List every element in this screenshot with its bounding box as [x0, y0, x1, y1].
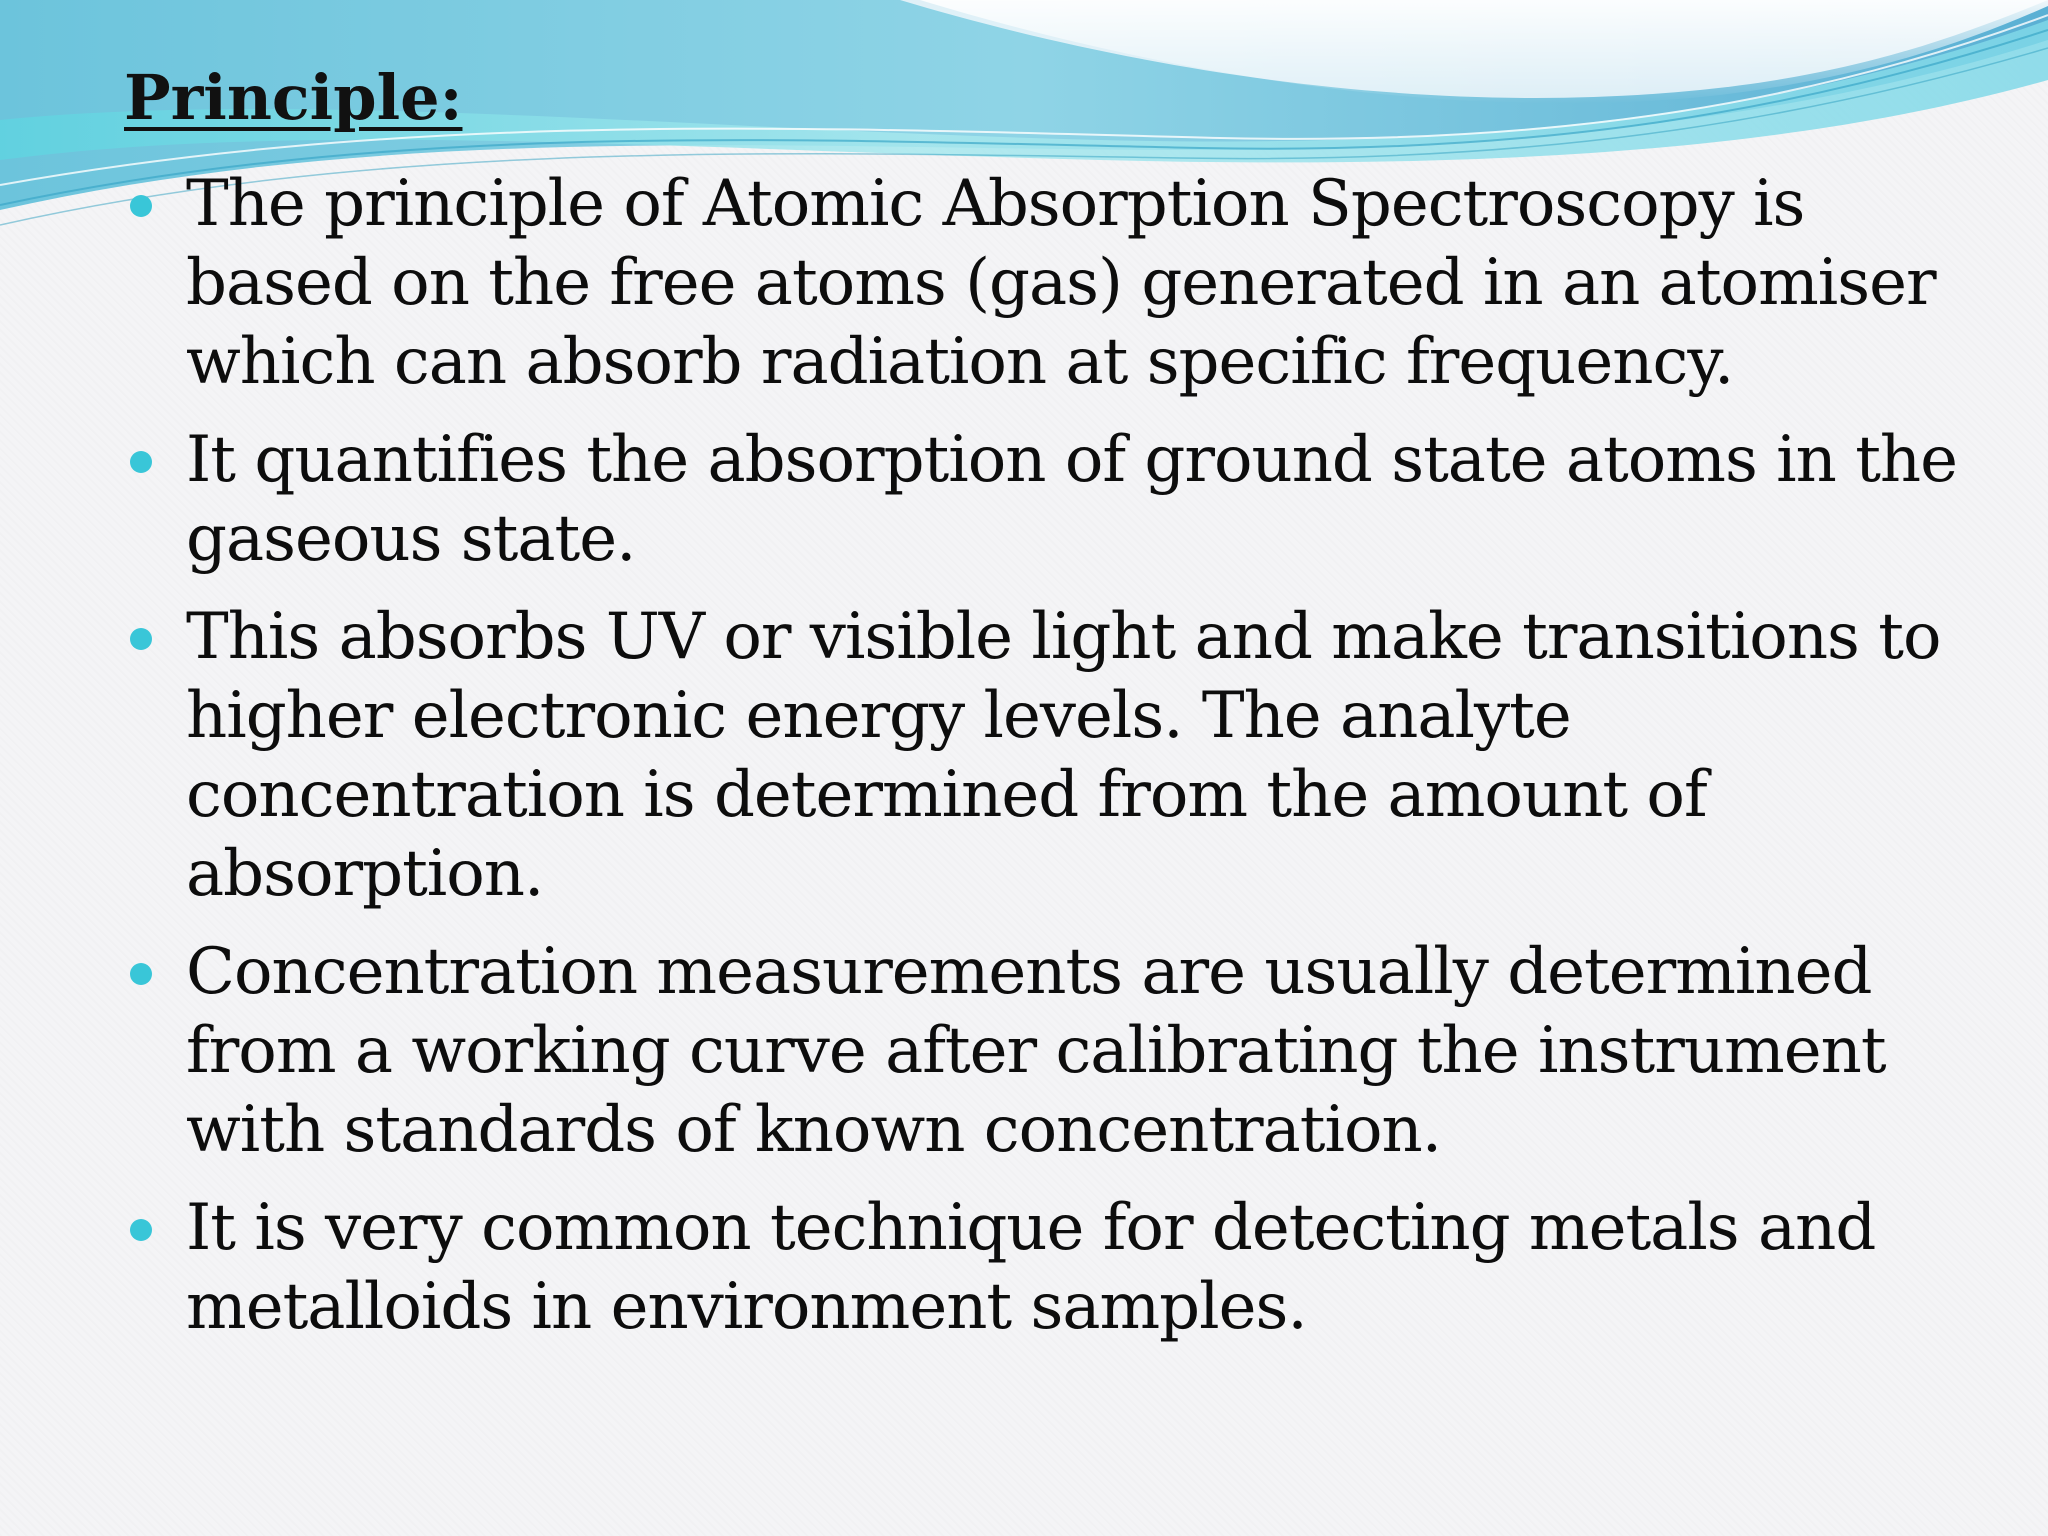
- bullet-icon: [130, 628, 152, 650]
- list-item: [124, 933, 2004, 1170]
- bullet-icon: [130, 195, 152, 217]
- list-item: [124, 598, 2004, 914]
- bullet-text: It is very common technique for detecting metals and metalloids in environment samples.: [186, 1191, 1876, 1344]
- bullet-text: It quantifies the absorption of ground state atoms in the gaseous state.: [186, 423, 1957, 576]
- bullet-text: Concentration measurements are usually determined from a working curve after calibrating the instrument with standards of known concentration.: [186, 935, 1886, 1167]
- bullet-icon: [130, 451, 152, 473]
- slide-title: Principle:: [124, 61, 463, 134]
- bullet-list: [124, 165, 2004, 1366]
- bullet-text: This absorbs UV or visible light and make transitions to higher electronic energy levels. The analyte concentration is determined from the amount of absorption.: [186, 600, 1941, 911]
- list-item: [124, 421, 2004, 579]
- bullet-icon: [130, 1219, 152, 1241]
- list-item: [124, 1189, 2004, 1347]
- bullet-text: The principle of Atomic Absorption Spectroscopy is based on the free atoms (gas) generated in an atomiser which can absorb radiation at specific frequency.: [186, 167, 1936, 399]
- list-item: [124, 165, 2004, 402]
- bullet-icon: [130, 963, 152, 985]
